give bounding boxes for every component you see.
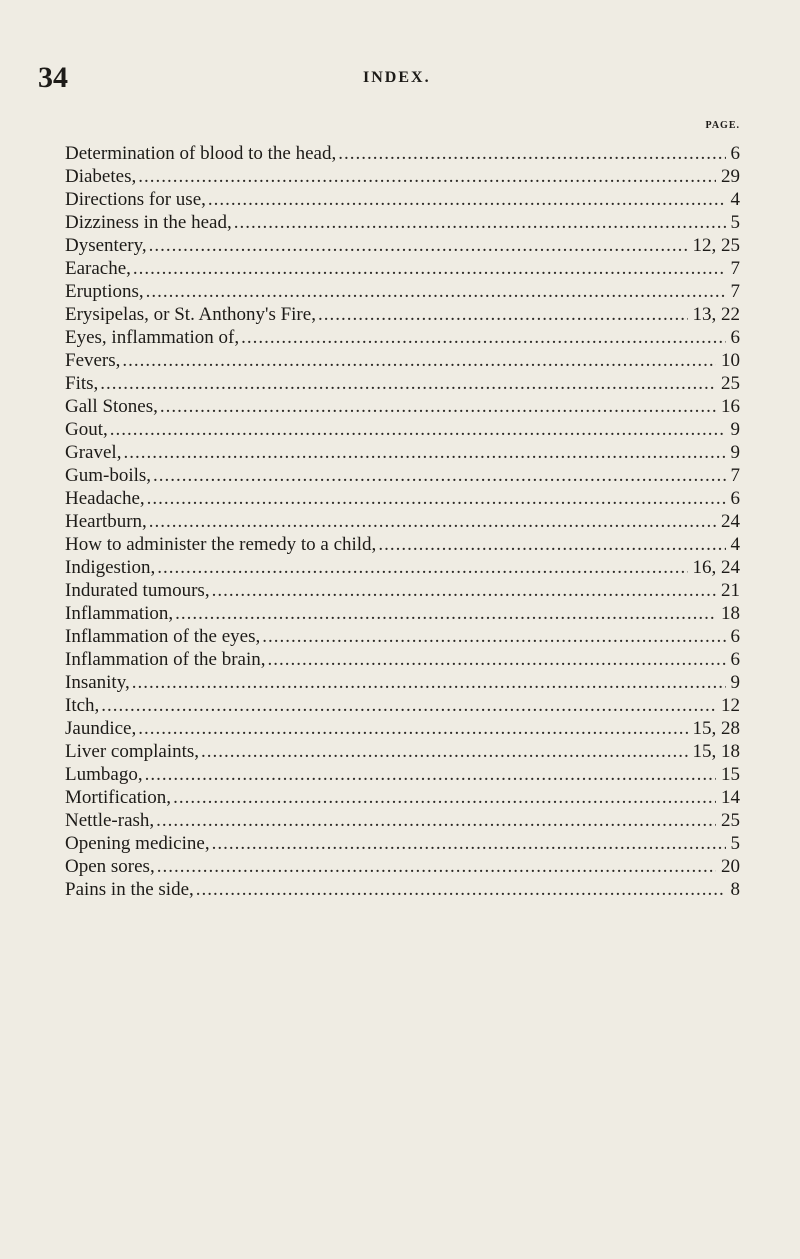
index-page-ref: 4 <box>730 189 740 210</box>
page-column-label: PAGE. <box>705 120 740 131</box>
index-page-ref: 9 <box>730 442 740 463</box>
dot-leader <box>145 763 716 786</box>
index-entry <box>65 441 740 464</box>
dot-leader <box>133 257 726 280</box>
dot-leader <box>241 326 725 349</box>
index-entry <box>65 786 740 809</box>
index-page-ref: 20 <box>721 856 740 877</box>
dot-leader <box>147 487 726 510</box>
dot-leader <box>338 142 725 165</box>
index-entry <box>65 602 740 625</box>
index-entry <box>65 855 740 878</box>
index-term: Erysipelas, or St. Anthony's Fire, <box>65 304 316 325</box>
index-term: Inflammation of the brain, <box>65 649 266 670</box>
index-term: Lumbago, <box>65 764 143 785</box>
index-entry <box>65 257 740 280</box>
index-page-ref: 10 <box>721 350 740 371</box>
index-page-ref: 9 <box>730 672 740 693</box>
dot-leader <box>262 625 725 648</box>
dot-leader <box>138 165 716 188</box>
index-page-ref: 6 <box>730 327 740 348</box>
dot-leader <box>157 855 716 878</box>
index-term: Liver complaints, <box>65 741 200 762</box>
index-entry <box>65 349 740 372</box>
index-term: Indurated tumours, <box>65 580 210 601</box>
index-term: Indigestion, <box>65 557 156 578</box>
running-title: INDEX. <box>363 69 431 86</box>
dot-leader <box>110 418 726 441</box>
index-entry <box>65 280 740 303</box>
dot-leader <box>175 602 716 625</box>
index-entry <box>65 763 740 786</box>
index-entries <box>65 142 740 901</box>
index-entry <box>65 234 740 257</box>
index-page-ref: 7 <box>730 281 740 302</box>
index-page-ref: 7 <box>730 465 740 486</box>
index-page-ref: 12, 25 <box>692 235 740 256</box>
index-entry <box>65 372 740 395</box>
index-term: Inflammation of the eyes, <box>65 626 261 647</box>
index-entry <box>65 418 740 441</box>
dot-leader <box>173 786 716 809</box>
index-page-ref: 14 <box>721 787 740 808</box>
index-entry <box>65 809 740 832</box>
index-entry <box>65 211 740 234</box>
dot-leader <box>101 694 716 717</box>
index-entry <box>65 694 740 717</box>
dot-leader <box>318 303 688 326</box>
index-term: Nettle-rash, <box>65 810 155 831</box>
index-page-ref: 24 <box>721 511 740 532</box>
dot-leader <box>149 510 716 533</box>
index-term: Eruptions, <box>65 281 144 302</box>
index-term: Inflammation, <box>65 603 174 624</box>
index-page-ref: 13, 22 <box>692 304 740 325</box>
index-entry <box>65 832 740 855</box>
dot-leader <box>100 372 716 395</box>
index-term: Determination of blood to the head, <box>65 143 337 164</box>
index-entry <box>65 326 740 349</box>
dot-leader <box>157 556 687 579</box>
index-page-ref: 12 <box>721 695 740 716</box>
index-page-ref: 6 <box>730 143 740 164</box>
index-term: Fits, <box>65 373 99 394</box>
index-page-ref: 6 <box>730 626 740 647</box>
index-term: Heartburn, <box>65 511 147 532</box>
index-term: Mortification, <box>65 787 172 808</box>
index-page-ref: 5 <box>730 833 740 854</box>
index-entry <box>65 533 740 556</box>
index-entry <box>65 878 740 901</box>
index-term: Insanity, <box>65 672 130 693</box>
index-page-ref: 25 <box>721 373 740 394</box>
index-term: Earache, <box>65 258 131 279</box>
index-term: Eyes, inflammation of, <box>65 327 240 348</box>
page-header <box>38 60 758 96</box>
dot-leader <box>208 188 726 211</box>
index-term: Dizziness in the head, <box>65 212 232 233</box>
index-page-ref: 16, 24 <box>692 557 740 578</box>
index-term: Dysentery, <box>65 235 147 256</box>
index-page-ref: 15 <box>721 764 740 785</box>
index-term: Opening medicine, <box>65 833 210 854</box>
index-term: Pains in the side, <box>65 879 194 900</box>
index-entry <box>65 625 740 648</box>
index-entry <box>65 188 740 211</box>
index-entry <box>65 740 740 763</box>
dot-leader <box>122 349 716 372</box>
index-term: Gravel, <box>65 442 122 463</box>
dot-leader <box>196 878 726 901</box>
index-page-ref: 25 <box>721 810 740 831</box>
dot-leader <box>160 395 716 418</box>
index-entry <box>65 510 740 533</box>
index-page-ref: 4 <box>730 534 740 555</box>
index-entry <box>65 579 740 602</box>
index-entry <box>65 717 740 740</box>
index-term: Gall Stones, <box>65 396 158 417</box>
index-term: Gum-boils, <box>65 465 152 486</box>
dot-leader <box>378 533 725 556</box>
index-page-ref: 29 <box>721 166 740 187</box>
index-term: Headache, <box>65 488 145 509</box>
dot-leader <box>201 740 687 763</box>
index-page-ref: 9 <box>730 419 740 440</box>
dot-leader <box>212 579 716 602</box>
index-term: Itch, <box>65 695 100 716</box>
dot-leader <box>268 648 726 671</box>
index-page-ref: 6 <box>730 488 740 509</box>
dot-leader <box>156 809 716 832</box>
dot-leader <box>132 671 726 694</box>
dot-leader <box>138 717 687 740</box>
index-page-ref: 15, 28 <box>692 718 740 739</box>
dot-leader <box>149 234 688 257</box>
dot-leader <box>212 832 726 855</box>
index-page-ref: 8 <box>730 879 740 900</box>
index-page-ref: 7 <box>730 258 740 279</box>
index-entry <box>65 165 740 188</box>
index-entry <box>65 487 740 510</box>
index-term: Gout, <box>65 419 108 440</box>
index-page-ref: 5 <box>730 212 740 233</box>
index-page-ref: 18 <box>721 603 740 624</box>
index-term: How to administer the remedy to a child, <box>65 534 377 555</box>
index-page-ref: 21 <box>721 580 740 601</box>
dot-leader <box>146 280 726 303</box>
index-entry <box>65 671 740 694</box>
index-entry <box>65 648 740 671</box>
index-entry <box>65 142 740 165</box>
page-number: 34 <box>38 61 68 94</box>
dot-leader <box>123 441 725 464</box>
index-entry <box>65 556 740 579</box>
index-term: Open sores, <box>65 856 155 877</box>
index-entry <box>65 303 740 326</box>
dot-leader <box>153 464 725 487</box>
index-term: Fevers, <box>65 350 121 371</box>
index-page-ref: 15, 18 <box>692 741 740 762</box>
index-page-ref: 16 <box>721 396 740 417</box>
index-term: Diabetes, <box>65 166 137 187</box>
index-page-ref: 6 <box>730 649 740 670</box>
index-entry <box>65 464 740 487</box>
index-term: Jaundice, <box>65 718 137 739</box>
index-entry <box>65 395 740 418</box>
dot-leader <box>234 211 726 234</box>
index-term: Directions for use, <box>65 189 206 210</box>
